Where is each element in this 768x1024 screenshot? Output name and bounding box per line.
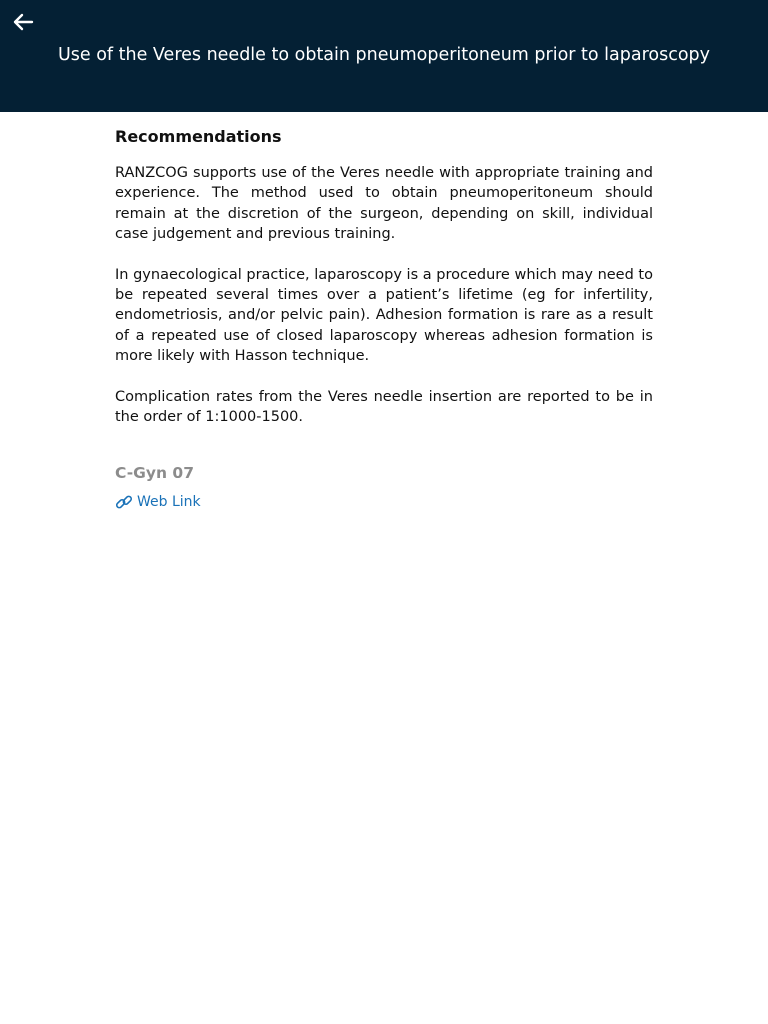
section-heading: Recommendations	[115, 127, 282, 146]
recommendation-paragraph: In gynaecological practice, laparoscopy is a procedure which may need to be repeated several times over a patient’s lifetime (eg for infertility, endometriosis, and/or pelvic pain). Adhesion formation is rare as a result of a repeated use of closed laparoscopy whereas adhesion formation is more likely with Hasson technique.	[115, 266, 653, 365]
link-icon	[115, 493, 133, 511]
arrow-left-icon	[12, 13, 34, 31]
back-button[interactable]	[8, 8, 38, 36]
app-bar	[0, 0, 768, 112]
web-link-label: Web Link	[137, 494, 201, 511]
recommendation-paragraph: Complication rates from the Veres needle insertion are reported to be in the order of 1:1000-1500.	[115, 388, 653, 426]
web-link[interactable]	[115, 492, 201, 512]
page-title: Use of the Veres needle to obtain pneumoperitoneum prior to laparoscopy	[57, 45, 711, 65]
content-area	[115, 126, 653, 512]
recommendation-paragraph: RANZCOG supports use of the Veres needle with appropriate training and experience. The method used to obtain pneumoperitoneum should remain at the discretion of the surgeon, depending on skill, individual case judgement and previous training.	[115, 165, 653, 243]
document-code: C-Gyn 07	[115, 464, 194, 483]
